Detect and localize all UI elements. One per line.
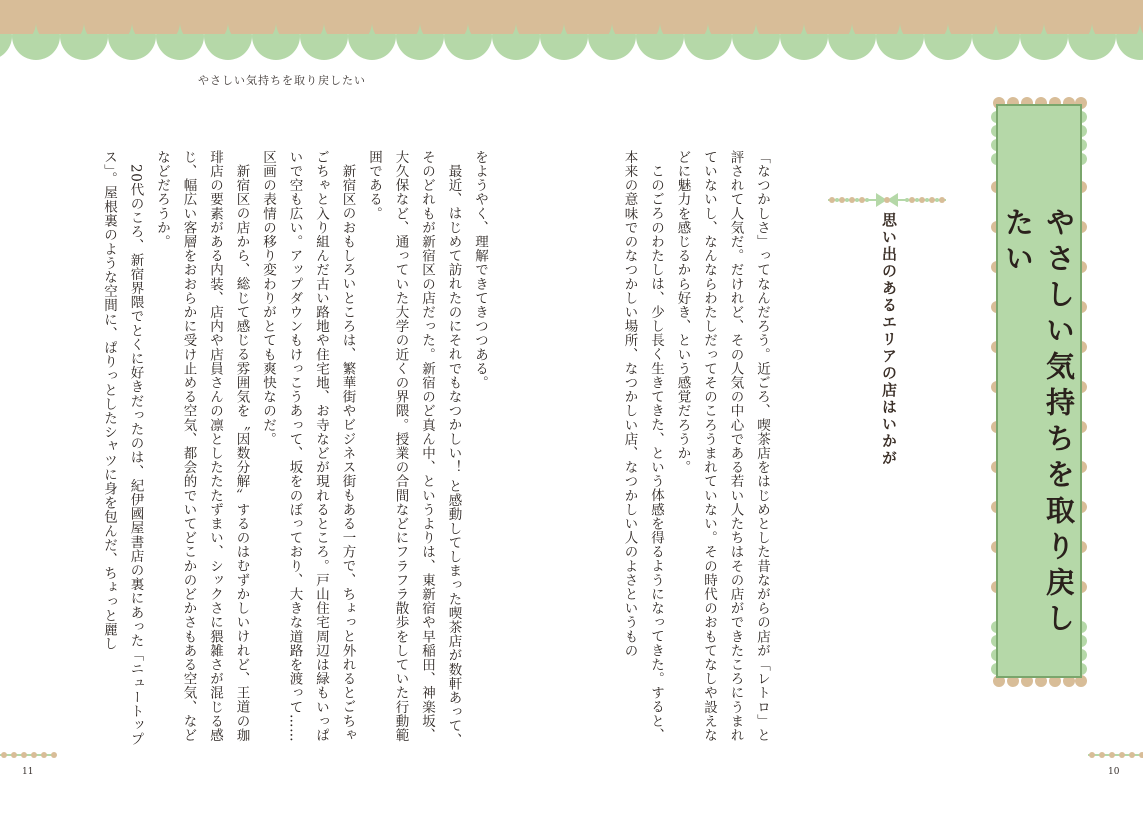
paragraph: 新宿区の店から、総じて感じる雰囲気を〝因数分解〟するのはむずかしいけれど、王道の珈琲店の要素がある内装、店内や店員さんの凛としたたたずまい、シックさに猥雑さが混じる感じ、幅広い客層をおおらかに受け止める空気、都会的でいてどこかのどかさもある空気、などなどだろうか。 [154, 150, 250, 743]
page-number-right: 10 [1108, 767, 1120, 777]
right-page-body [555, 150, 775, 750]
chapter-title: やさしい気持ちを取り戻したい [1001, 207, 1076, 639]
paragraph: 新宿区のおもしろいところは、繁華街やビジネス街もある一方で、ちょっと外れるとごちゃごちゃと入り組んだ古い路地や住宅地、お寺などが現れるところ。戸山住宅周辺は緑もいっぱいで空も広い。アップダウンもけっこうあって、坂をのぼっており、大きな道路を渡って……区画の表情の移り変わりがとても爽快なのだ。 [260, 150, 356, 743]
running-head: やさしい気持ちを取り戻したい [198, 74, 366, 87]
bow-ornament [826, 190, 948, 210]
left-page-body [63, 150, 493, 750]
paragraph: 最近、はじめて訪れたのにそれでもなつかしい！ と感動してしまった喫茶店が数軒あって、そのどれもが新宿区の店だった。新宿のど真ん中、というよりは、東新宿や早稲田、神楽坂、大久保など、通っていた大学の近くの界隈。授業の合間などにフラフラ散歩をしていた行動範囲である。 [366, 150, 462, 747]
paragraph: 20代のころ、新宿界隈でとくに好きだったのは、紀伊國屋書店の裏にあった「ニュートップス」。屋根裏のような空間に、ぱりっとしたシャツに身を包んだ、ちょっと麗し [101, 150, 144, 746]
scallop-border [0, 0, 1143, 62]
paragraph: 「なつかしさ」ってなんだろう。近ごろ、喫茶店をはじめとした昔ながらの店が「レトロ」と評されて人気だ。だけれど、その人気の中心である若い人たちはその店ができたころにうまれていないし、なんならわたしだってそのころうまれていない。その時代のおもてなしや設えなどに魅力を感じるから好き、という感覚だろうか。 [674, 150, 770, 743]
paragraph: このごろのわたしは、少し長く生きてきた、という体感を得るようになってきた。すると、本来の意味でのなつかしい場所、なつかしい店、なつかしい人のよさというもの [621, 150, 664, 742]
folio-ornament-right [1088, 750, 1143, 760]
paragraph: をようやく、理解できてきつつある。 [472, 150, 488, 390]
title-box [991, 97, 1087, 687]
folio-ornament-left [0, 750, 60, 760]
page-number-left: 11 [22, 767, 34, 777]
chapter-subtitle: 思い出のあるエリアの店はいかが [880, 212, 898, 467]
